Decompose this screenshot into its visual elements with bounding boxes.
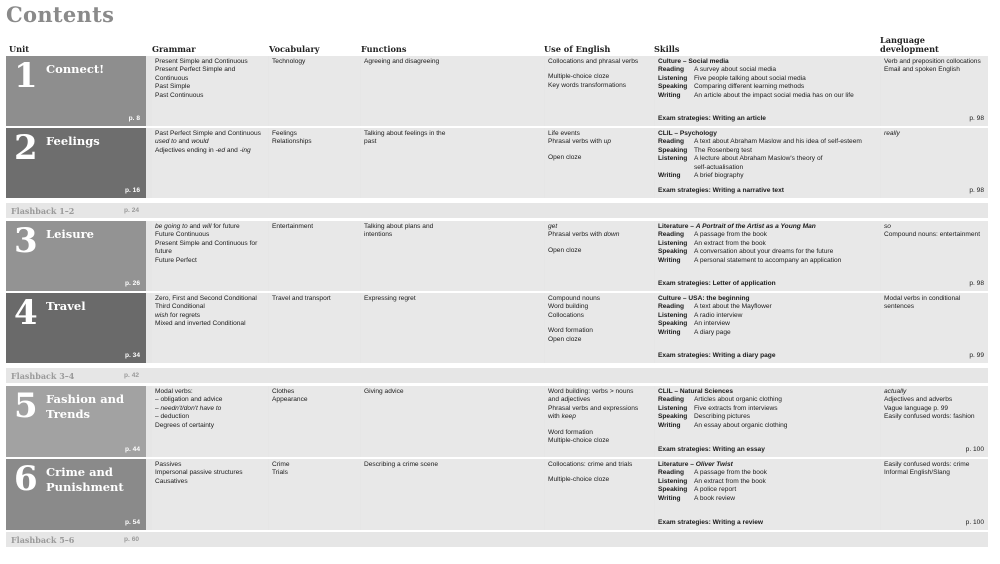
cell-line: sentences xyxy=(884,303,915,311)
functions-cell xyxy=(361,221,544,291)
cell-line: Present Simple and Continuous for xyxy=(155,239,258,247)
skill-description: A text about Abraham Maslow and his idea of self-esteem xyxy=(694,138,862,146)
skill-description: Comparing different learning methods xyxy=(694,83,805,91)
skill-line xyxy=(658,329,877,337)
skills-label: CLIL – Psychology xyxy=(658,130,717,137)
flashback-label: Flashback 1–2 xyxy=(11,206,75,216)
language-cell xyxy=(881,459,988,530)
header-grammar: Grammar xyxy=(152,44,196,54)
unit-block[interactable] xyxy=(6,56,146,126)
cell-line: Past Simple xyxy=(155,83,191,91)
cell-line: Key words transformations xyxy=(548,81,627,89)
skill-description: An interview xyxy=(694,320,730,328)
cell-line: Collocations xyxy=(548,311,584,319)
cell-line: Future Continuous xyxy=(155,231,210,239)
language-page: p. 100 xyxy=(965,445,984,453)
skill-description: An essay about organic clothing xyxy=(694,421,788,429)
unit-row-6 xyxy=(6,459,988,530)
language-page: p. 98 xyxy=(969,114,984,122)
skill-type: Reading xyxy=(658,66,685,74)
skill-type: Reading xyxy=(658,469,685,477)
language-cell xyxy=(881,221,988,291)
skill-description: Five extracts from interviews xyxy=(694,404,778,412)
vocabulary-cell xyxy=(269,386,360,457)
skill-type: Reading xyxy=(658,231,685,239)
cell-line: get xyxy=(548,223,558,230)
header-language-development xyxy=(880,34,980,54)
skill-line xyxy=(658,312,877,320)
cell-line: Open cloze xyxy=(548,335,582,343)
cell-line: Entertainment xyxy=(272,223,314,230)
cell-line: Causatives xyxy=(155,477,188,485)
cell-line: future xyxy=(155,248,172,256)
unit-name-line: Punishment xyxy=(46,480,124,494)
cell-line: Travel and transport xyxy=(272,295,331,302)
unit-page: p. 44 xyxy=(124,446,140,453)
header-language-line2: development xyxy=(880,44,939,54)
skill-line xyxy=(658,396,877,404)
cell-line: actually xyxy=(884,388,907,395)
cell-line: Impersonal passive structures xyxy=(155,469,243,477)
skill-description: A personal statement to accompany an application xyxy=(694,256,842,264)
skill-description: A diary page xyxy=(694,328,731,336)
skill-description: A passage from the book xyxy=(694,469,767,477)
skill-type: Reading xyxy=(658,303,685,311)
flashback-label: Flashback 3–4 xyxy=(11,371,75,381)
grammar-cell xyxy=(152,56,268,126)
skills-cell xyxy=(655,128,880,198)
exam-strategies: Exam strategies: Writing a review xyxy=(658,518,764,526)
grammar-cell xyxy=(152,293,268,363)
skills-cell xyxy=(655,293,880,363)
cell-line: Email and spoken English xyxy=(884,66,960,74)
skill-description: Five people talking about social media xyxy=(694,74,806,82)
cell-line: Multiple-choice cloze xyxy=(548,476,610,484)
skill-description: A radio interview xyxy=(694,311,743,319)
skill-description: self-actualisation xyxy=(694,163,744,171)
skills-cell xyxy=(655,386,880,457)
skill-line xyxy=(658,469,877,477)
header-language-line1: Language xyxy=(880,35,925,45)
cell-line: Third Conditional xyxy=(155,303,205,311)
cell-line: Continuous xyxy=(155,74,189,82)
skill-type: Speaking xyxy=(658,146,688,154)
skill-description: Articles about organic clothing xyxy=(694,396,782,404)
vocabulary-cell xyxy=(269,459,360,530)
skills-cell xyxy=(655,459,880,530)
unit-row-2 xyxy=(6,128,988,198)
cell-line: so xyxy=(884,223,891,230)
vocabulary-cell xyxy=(269,221,360,291)
skills-label: CLIL – Natural Sciences xyxy=(658,388,734,395)
skill-line xyxy=(658,240,877,248)
cell-line: wish for regrets xyxy=(155,311,201,319)
cell-line: Collocations and phrasal verbs xyxy=(548,58,639,65)
skill-line xyxy=(658,405,877,413)
cell-line: Word formation xyxy=(548,428,593,436)
functions-cell xyxy=(361,386,544,457)
skill-description: A survey about social media xyxy=(694,66,777,74)
flashback-row[interactable] xyxy=(6,368,988,383)
unit-number: 2 xyxy=(14,128,38,168)
skill-line xyxy=(658,66,877,74)
unit-name xyxy=(46,227,94,242)
unit-block[interactable] xyxy=(6,128,146,198)
grammar-cell xyxy=(152,386,268,457)
skill-line xyxy=(658,422,877,430)
cell-line: Mixed and inverted Conditional xyxy=(155,320,246,328)
header-vocabulary: Vocabulary xyxy=(269,44,320,54)
skill-type: Listening xyxy=(658,239,688,247)
unit-number: 5 xyxy=(14,386,38,426)
vocabulary-cell xyxy=(269,293,360,363)
unit-name-line: Feelings xyxy=(46,134,100,148)
functions-cell xyxy=(361,459,544,530)
grammar-cell xyxy=(152,128,268,198)
unit-name xyxy=(46,62,104,77)
unit-name xyxy=(46,392,124,422)
exam-strategies: Exam strategies: Writing a diary page xyxy=(658,351,776,359)
flashback-page: p. 60 xyxy=(124,536,140,543)
cell-line: past xyxy=(364,138,377,146)
skill-line xyxy=(658,92,877,100)
skill-description: Describing pictures xyxy=(694,413,751,421)
skill-description: The Rosenberg test xyxy=(694,146,752,154)
exam-strategies: Exam strategies: Writing an essay xyxy=(658,445,765,453)
language-page: p. 98 xyxy=(969,186,984,194)
cell-line: and adjectives xyxy=(548,396,591,404)
language-cell xyxy=(881,56,988,126)
cell-line: Vague language p. 99 xyxy=(884,404,949,412)
skill-line xyxy=(658,248,877,256)
unit-block[interactable] xyxy=(6,459,146,530)
skills-cell xyxy=(655,56,880,126)
language-cell xyxy=(881,128,988,198)
skills-label: Literature – A Portrait of the Artist as a Young Man xyxy=(658,223,816,230)
skill-line xyxy=(658,495,877,503)
cell-line: Informal English/Slang xyxy=(884,469,950,477)
unit-name xyxy=(46,134,100,149)
skill-type: Speaking xyxy=(658,320,688,328)
cell-line: Collocations: crime and trials xyxy=(548,461,633,468)
skill-type: Reading xyxy=(658,396,685,404)
unit-number: 1 xyxy=(14,56,38,96)
cell-line: Present Simple and Continuous xyxy=(155,58,248,65)
skill-type: Writing xyxy=(658,328,681,336)
vocabulary-cell xyxy=(269,128,360,198)
skill-type: Speaking xyxy=(658,486,688,494)
header-skills: Skills xyxy=(654,44,680,54)
cell-line: Zero, First and Second Conditional xyxy=(155,295,257,302)
cell-line: Describing a crime scene xyxy=(364,461,439,468)
unit-row-5 xyxy=(6,386,988,457)
cell-line: Multiple-choice cloze xyxy=(548,73,610,81)
language-page: p. 99 xyxy=(969,351,984,359)
skill-type: Speaking xyxy=(658,413,688,421)
functions-cell xyxy=(361,56,544,126)
spacer xyxy=(548,422,651,429)
unit-name-line: Fashion and xyxy=(46,392,125,406)
skill-description: A lecture about Abraham Maslow's theory of xyxy=(694,155,823,163)
flashback-page: p. 42 xyxy=(124,372,140,379)
cell-line: Compound nouns: entertainment xyxy=(884,231,981,239)
cell-line: Phrasal verbs and expressions xyxy=(548,404,639,412)
language-page: p. 98 xyxy=(969,279,984,287)
cell-line: Past Continuous xyxy=(155,91,204,99)
cell-line: Multiple-choice cloze xyxy=(548,437,610,445)
cell-line: Passives xyxy=(155,461,182,468)
spacer xyxy=(548,240,651,247)
skill-line xyxy=(658,83,877,91)
unit-name-line: Trends xyxy=(46,407,90,421)
unit-page: p. 54 xyxy=(124,519,140,526)
unit-page: p. 26 xyxy=(124,280,140,287)
skill-line xyxy=(658,155,877,163)
cell-line: Phrasal verbs with down xyxy=(548,231,620,239)
unit-name-line: Connect! xyxy=(46,62,105,76)
cell-line: Easily confused words: fashion xyxy=(884,413,975,421)
cell-line: Open cloze xyxy=(548,246,582,254)
skills-label: Culture – Social media xyxy=(658,58,729,65)
flashback-row[interactable] xyxy=(6,203,988,218)
header-use-of-english: Use of English xyxy=(544,44,611,54)
skills-label: Literature – Oliver Twist xyxy=(658,461,733,468)
cell-line: Adjectives ending in -ed and -ing xyxy=(155,146,251,154)
exam-strategies: Exam strategies: Letter of application xyxy=(658,279,776,287)
skill-line xyxy=(658,172,877,180)
cell-line: – needn't/don't have to xyxy=(155,404,222,412)
cell-line: Verb and preposition collocations xyxy=(884,58,981,65)
use-of-english-cell xyxy=(545,293,654,363)
unit-name-line: Crime and xyxy=(46,465,113,479)
skill-type: Listening xyxy=(658,311,688,319)
cell-line: Expressing regret xyxy=(364,295,416,302)
skill-line xyxy=(658,478,877,486)
header-functions: Functions xyxy=(361,44,407,54)
skill-description: An article about the impact social media has on our life xyxy=(694,91,854,99)
language-page: p. 100 xyxy=(965,518,984,526)
skills-cell xyxy=(655,221,880,291)
cell-line: Agreeing and disagreeing xyxy=(364,58,440,65)
skill-description: An extract from the book xyxy=(694,239,766,247)
skill-type: Speaking xyxy=(658,248,688,256)
unit-page: p. 8 xyxy=(128,115,140,122)
unit-name-line: Leisure xyxy=(46,227,94,241)
skill-description: A passage from the book xyxy=(694,231,767,239)
skill-type: Listening xyxy=(658,404,688,412)
cell-line: Giving advice xyxy=(364,388,404,395)
skill-description: An extract from the book xyxy=(694,477,766,485)
skill-description: A book review xyxy=(694,494,736,502)
cell-line: Present Perfect Simple and xyxy=(155,66,236,74)
cell-line: Degrees of certainty xyxy=(155,421,215,429)
skill-description: A police report xyxy=(694,486,737,494)
unit-name xyxy=(46,465,124,495)
flashback-page: p. 24 xyxy=(124,207,140,214)
cell-line: Compound nouns xyxy=(548,295,601,302)
skill-line xyxy=(658,257,877,265)
unit-block[interactable] xyxy=(6,386,146,457)
spacer xyxy=(548,469,651,476)
exam-strategies: Exam strategies: Writing an article xyxy=(658,114,766,122)
unit-number: 6 xyxy=(14,459,38,499)
skill-line xyxy=(658,413,877,421)
unit-row-3 xyxy=(6,221,988,291)
cell-line: Word formation xyxy=(548,327,593,335)
cell-line: be going to and will for future xyxy=(155,223,240,230)
header-unit: Unit xyxy=(9,44,29,54)
skill-type: Writing xyxy=(658,172,681,180)
skill-type: Listening xyxy=(658,74,688,82)
cell-line: Future Perfect xyxy=(155,256,197,264)
cell-line: intentions xyxy=(364,231,393,239)
use-of-english-cell xyxy=(545,459,654,530)
skill-description: A brief biography xyxy=(694,172,744,180)
grammar-cell xyxy=(152,221,268,291)
unit-number: 3 xyxy=(14,221,38,261)
flashback-label: Flashback 5–6 xyxy=(11,535,75,545)
cell-line: Modal verbs in conditional xyxy=(884,295,961,302)
cell-line: Life events xyxy=(548,130,580,137)
cell-line: Talking about feelings in the xyxy=(364,130,446,137)
cell-line: Trials xyxy=(272,469,288,477)
cell-line: Phrasal verbs with up xyxy=(548,138,612,146)
grammar-cell xyxy=(152,459,268,530)
use-of-english-cell xyxy=(545,56,654,126)
unit-name xyxy=(46,299,86,314)
skill-line xyxy=(658,320,877,328)
flashback-row[interactable] xyxy=(6,532,988,547)
exam-strategies: Exam strategies: Writing a narrative text xyxy=(658,186,784,194)
cell-line: Feelings xyxy=(272,130,297,137)
skill-type: Listening xyxy=(658,155,688,163)
skill-type: Writing xyxy=(658,91,681,99)
language-cell xyxy=(881,386,988,457)
use-of-english-cell xyxy=(545,386,654,457)
use-of-english-cell xyxy=(545,221,654,291)
cell-line: Adjectives and adverbs xyxy=(884,396,953,404)
skill-line xyxy=(658,303,877,311)
unit-block[interactable] xyxy=(6,221,146,291)
cell-line: really xyxy=(884,130,900,137)
cell-line: Technology xyxy=(272,58,306,65)
skill-line xyxy=(658,164,877,172)
unit-page: p. 34 xyxy=(124,352,140,359)
spacer xyxy=(548,320,651,327)
cell-line: – obligation and advice xyxy=(155,396,223,404)
unit-row-1 xyxy=(6,56,988,126)
unit-name-line: Travel xyxy=(46,299,86,313)
unit-page: p. 16 xyxy=(124,187,140,194)
skill-type: Reading xyxy=(658,138,685,146)
skill-line xyxy=(658,75,877,83)
use-of-english-cell xyxy=(545,128,654,198)
spacer xyxy=(548,66,651,73)
skill-type: Writing xyxy=(658,494,681,502)
cell-line: Modal verbs: xyxy=(155,388,193,395)
unit-number: 4 xyxy=(14,293,38,333)
skill-type: Writing xyxy=(658,256,681,264)
skill-description: A conversation about your dreams for the future xyxy=(694,248,834,256)
skills-label: Culture – USA: the beginning xyxy=(658,295,750,302)
vocabulary-cell xyxy=(269,56,360,126)
cell-line: Easily confused words: crime xyxy=(884,461,970,468)
skill-line xyxy=(658,147,877,155)
skill-line xyxy=(658,231,877,239)
cell-line: Clothes xyxy=(272,388,295,395)
cell-line: Appearance xyxy=(272,396,308,404)
cell-line: with keep xyxy=(548,413,576,421)
spacer xyxy=(548,147,651,154)
cell-line: Word building: verbs > nouns xyxy=(548,388,634,395)
unit-row-4 xyxy=(6,293,988,363)
skill-type: Writing xyxy=(658,421,681,429)
cell-line: Relationships xyxy=(272,138,312,146)
cell-line: used to and would xyxy=(155,138,209,146)
language-cell xyxy=(881,293,988,363)
cell-line: Open cloze xyxy=(548,153,582,161)
skill-description: A text about the Mayflower xyxy=(694,303,772,311)
cell-line: Talking about plans and xyxy=(364,223,434,230)
cell-line: Past Perfect Simple and Continuous xyxy=(155,130,261,137)
functions-cell xyxy=(361,293,544,363)
cell-line: Word building xyxy=(548,303,589,311)
page-title: Contents xyxy=(6,2,115,27)
skill-line xyxy=(658,138,877,146)
unit-block[interactable] xyxy=(6,293,146,363)
cell-line: – deduction xyxy=(155,413,190,421)
skill-line xyxy=(658,486,877,494)
skill-type: Speaking xyxy=(658,83,688,91)
skill-type: Listening xyxy=(658,477,688,485)
cell-line: Crime xyxy=(272,461,290,468)
functions-cell xyxy=(361,128,544,198)
